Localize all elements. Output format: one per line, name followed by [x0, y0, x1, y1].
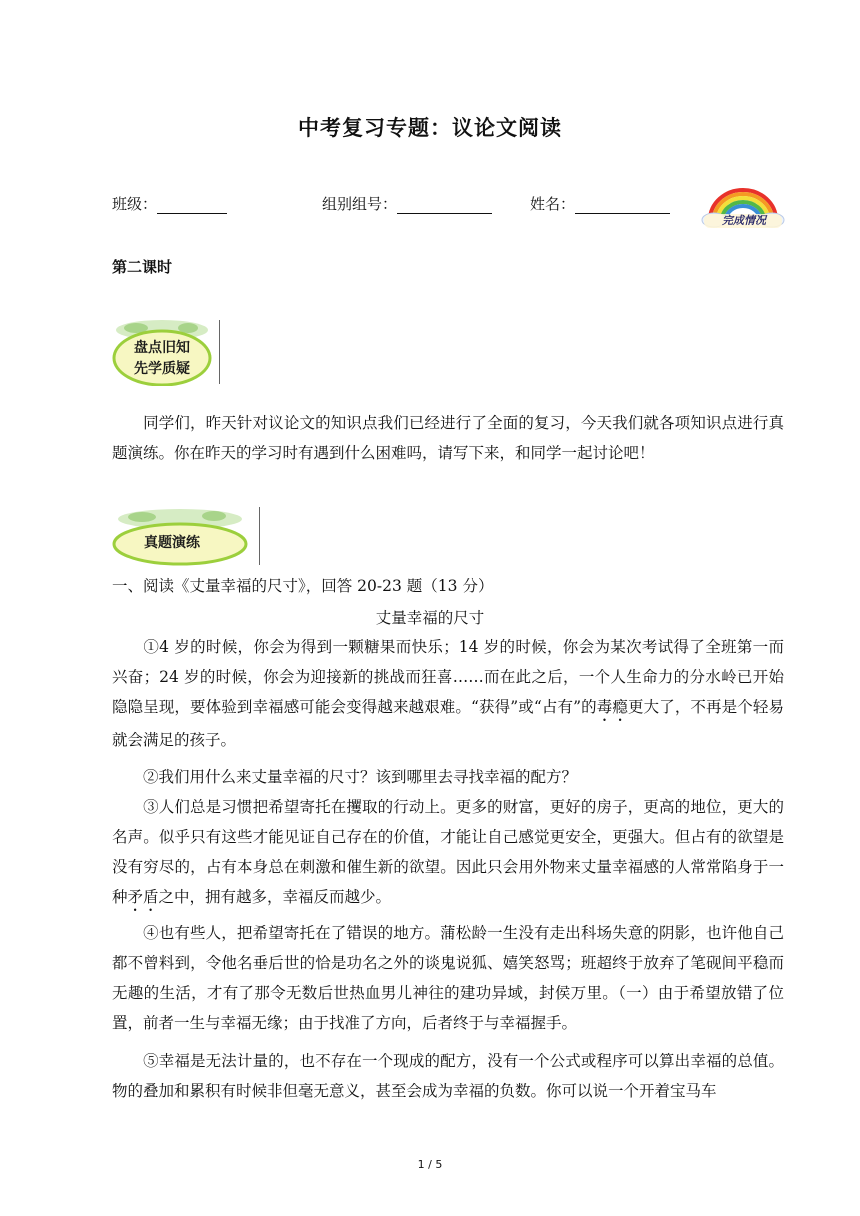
divider-line — [219, 320, 220, 384]
group-field — [322, 193, 492, 214]
section-badge-line2: 先学质疑 — [134, 361, 190, 377]
section-badge-label: 真题演练 — [144, 535, 200, 551]
name-field — [530, 193, 670, 214]
group-label: 组别组号： — [322, 195, 398, 213]
article-paragraph-4: ④也有些人，把希望寄托在了错误的地方。蒲松龄一生没有走出科场失意的阴影，也许他自己都不曾料到，令他名垂后世的恰是功名之外的谈鬼说狐、嬉笑怒骂；班超终于放弃了笔砚间平稳而无趣的生活，才有了那令无数后世热血男儿神往的建功异域，封侯万里。（一）由于希望放错了位置，前者一生与幸福无缘；由于找准了方向，后者终于与幸福握手。 — [112, 924, 784, 1032]
page-number: 1 / 5 — [417, 1158, 443, 1171]
page-title: 中考复习专题：议论文阅读 — [298, 116, 562, 140]
article-paragraph-5: ⑤幸福是无法计量的，也不存在一个现成的配方，没有一个公式或程序可以算出幸福的总值。物的叠加和累积有时候非但毫无意义，甚至会成为幸福的负数。你可以说一个开着宝马车 — [112, 1052, 784, 1100]
emphasis-word: 毒瘾 — [596, 698, 628, 716]
class-label: 班级： — [112, 195, 158, 213]
question-heading: 一、阅读《丈量幸福的尺寸》，回答 20-23 题（13 分） — [112, 577, 494, 595]
divider-line — [259, 507, 260, 565]
lesson-heading: 第二课时 — [112, 258, 173, 276]
class-field — [112, 193, 227, 214]
section-badge-practice — [102, 505, 258, 567]
section-badge-review — [106, 316, 218, 386]
article-paragraph-1: ①4 岁的时候，你会为得到一颗糖果而快乐；14 岁的时候，你会为某次考试得了全班第一而兴奋；24 岁的时候，你会为迎接新的挑战而狂喜……而在此之后，一个人生命力的分水岭已开始隐隐呈现，要体验到幸福感可能会变得越来越艰难。“获得”或“占有”的毒瘾更大了，不再是个轻易就会满足的孩子。 — [112, 638, 784, 749]
article-paragraph-3: ③人们总是习惯把希望寄托在攫取的行动上。更多的财富，更好的房子，更高的地位，更大的名声。似乎只有这些才能见证自己存在的价值，才能让自己感觉更安全，更强大。但占有的欲望是没有穷尽的，占有本身总在刺激和催生新的欲望。因此只会用外物来丈量幸福感的人常常陷身于一种矛盾之中，拥有越多，幸福反而越少。 — [112, 798, 784, 906]
section-badge-line1: 盘点旧知 — [134, 340, 190, 356]
article-title: 丈量幸福的尺寸 — [375, 609, 485, 627]
article-paragraph-2: ②我们用什么来丈量幸福的尺寸？该到哪里去寻找幸福的配方？ — [143, 768, 578, 786]
emphasis-word: 矛盾 — [127, 888, 159, 906]
name-blank[interactable] — [575, 197, 670, 214]
completion-badge — [700, 180, 786, 236]
intro-paragraph: 同学们，昨天针对议论文的知识点我们已经进行了全面的复习，今天我们就各项知识点进行真题演练。你在昨天的学习时有遇到什么困难吗，请写下来，和同学一起讨论吧！ — [112, 414, 784, 462]
completion-badge-text: 完成情况 — [722, 214, 766, 227]
class-blank[interactable] — [157, 197, 227, 214]
group-blank[interactable] — [397, 197, 492, 214]
name-label: 姓名： — [530, 195, 576, 213]
